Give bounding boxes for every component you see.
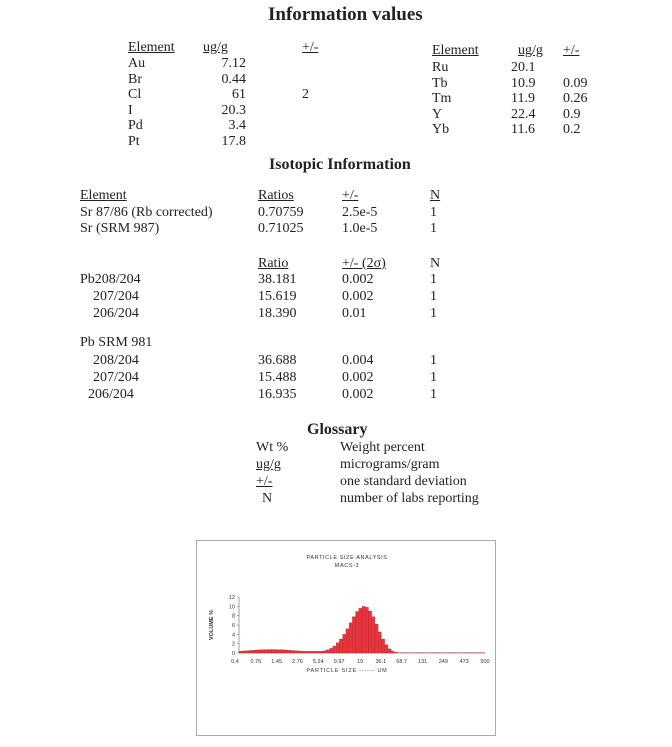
info-right-element: Tb — [432, 76, 448, 91]
info-right-element: Yb — [432, 122, 450, 137]
chart-bar — [297, 651, 300, 653]
chart-bar — [265, 650, 268, 653]
info-right-value: 11.6 — [511, 122, 535, 137]
info-left-value: 17.8 — [221, 134, 246, 149]
chart-bar — [343, 634, 346, 653]
glossary-term: N — [262, 491, 273, 506]
chart-bar — [368, 611, 371, 653]
info-left-value: 7.12 — [221, 56, 246, 71]
chart-bar — [372, 617, 375, 653]
pb-row-ratio: 18.390 — [258, 306, 297, 321]
pb-row-label: 206/204 — [93, 306, 139, 321]
chart-title: PARTICLE SIZE ANALYSIS — [306, 555, 388, 561]
chart-bar — [394, 652, 397, 653]
chart-bar — [326, 650, 329, 653]
info-left-header-element: Element — [128, 40, 175, 55]
chart-x-tick-label: 131 — [417, 659, 428, 665]
glossary-definition: one standard deviation — [340, 474, 467, 489]
info-right-pm: 0.9 — [563, 107, 581, 122]
pb-row-ratio: 38.181 — [258, 272, 297, 287]
glossary-definition: micrograms/gram — [340, 457, 440, 472]
sr-row-n: 1 — [430, 205, 437, 220]
pb-header-pm: +/- (2σ) — [342, 256, 386, 271]
pb-row-label: Pb208/204 — [80, 272, 141, 287]
chart-x-tick-label: 473 — [459, 659, 469, 665]
pb-row-n: 1 — [430, 306, 437, 321]
info-right-value: 11.9 — [511, 91, 535, 106]
chart-bar — [278, 650, 281, 653]
info-left-element: Au — [128, 56, 146, 71]
info-left-header-pm: +/- — [302, 40, 319, 55]
info-left-value: 0.44 — [221, 72, 246, 87]
chart-y-tick-label: 0 — [231, 651, 235, 657]
info-left-element: Br — [128, 72, 142, 87]
sr-row-pm: 2.5e-5 — [342, 205, 378, 220]
pbsrm-row-label: 206/204 — [88, 387, 134, 402]
chart-bar — [294, 651, 297, 653]
pb-row-pm: 0.002 — [342, 272, 374, 287]
pb-row-ratio: 15.619 — [258, 289, 297, 304]
info-right-value: 20.1 — [511, 60, 536, 75]
info-right-pm: 0.26 — [563, 91, 588, 106]
sr-header-element: Element — [80, 188, 127, 203]
pb-row-label: 207/204 — [93, 289, 139, 304]
chart-y-tick-label: 4 — [231, 632, 235, 639]
chart-x-tick-label: 249 — [438, 659, 448, 665]
info-right-element: Tm — [432, 91, 452, 106]
chart-x-tick-label: 0.76 — [250, 659, 262, 665]
chart-bar — [252, 650, 255, 653]
chart-bar — [249, 650, 252, 653]
chart-bar — [388, 649, 391, 653]
chart-y-tick-label: 8 — [231, 613, 235, 620]
chart-bar — [317, 651, 320, 653]
chart-bar — [313, 651, 316, 653]
chart-subtitle: MACS-3 — [334, 563, 360, 569]
chart-bar — [365, 607, 368, 653]
glossary-term: +/- — [256, 474, 273, 489]
chart-bar — [336, 643, 339, 653]
chart-bar — [333, 646, 336, 653]
chart-bar — [255, 650, 258, 653]
chart-bar — [349, 623, 352, 653]
info-left-pm: 2 — [302, 87, 309, 102]
chart-bar — [330, 648, 333, 653]
info-left-value: 61 — [232, 87, 246, 102]
chart-y-tick-label: 10 — [228, 604, 235, 611]
pbsrm-row-n: 1 — [430, 353, 437, 368]
chart-bar — [284, 650, 287, 653]
sr-row-pm: 1.0e-5 — [342, 221, 378, 236]
chart-bar — [352, 617, 355, 653]
info-left-element: I — [128, 103, 133, 118]
pbsrm-row-label: 207/204 — [93, 370, 139, 385]
info-right-pm: 0.09 — [563, 76, 588, 91]
info-right-value: 22.4 — [511, 107, 536, 122]
chart-x-tick-label: 36.1 — [375, 659, 387, 665]
pbsrm-row-pm: 0.002 — [342, 387, 374, 402]
chart-bar — [239, 651, 242, 653]
glossary-title: Glossary — [307, 421, 368, 438]
chart-bar — [362, 606, 365, 653]
info-left-value: 20.3 — [221, 103, 246, 118]
info-left-value: 3.4 — [228, 118, 246, 133]
chart-bar — [242, 651, 245, 653]
sr-header-pm: +/- — [342, 188, 359, 203]
chart-bar — [291, 650, 294, 653]
info-right-header-unit: ug/g — [518, 43, 543, 58]
chart-x-tick-label: 19 — [356, 659, 364, 665]
glossary-definition: Weight percent — [340, 440, 425, 455]
sr-header-n: N — [430, 188, 441, 203]
chart-x-tick-label: 1.45 — [271, 659, 283, 665]
chart-bar — [281, 650, 284, 653]
chart-y-tick-label: 2 — [231, 641, 235, 648]
glossary-term: ug/g — [256, 457, 281, 472]
pbsrm-label: Pb SRM 981 — [80, 335, 153, 350]
pbsrm-row-n: 1 — [430, 387, 437, 402]
pbsrm-row-ratio: 15.488 — [258, 370, 297, 385]
chart-x-tick-label: 2.76 — [292, 659, 303, 665]
pbsrm-row-label: 208/204 — [93, 353, 139, 368]
chart-bar — [275, 650, 278, 653]
sr-row-label: Sr 87/86 (Rb corrected) — [80, 205, 213, 220]
glossary-term: Wt % — [256, 440, 289, 455]
chart-bar — [339, 639, 342, 653]
chart-bar — [288, 650, 291, 653]
chart-bar — [262, 650, 265, 653]
chart-bar — [359, 608, 362, 653]
info-left-header-unit: ug/g — [203, 40, 228, 55]
chart-bar — [378, 632, 381, 653]
chart-bar — [346, 629, 349, 653]
pbsrm-row-pm: 0.004 — [342, 353, 374, 368]
info-right-header-pm: +/- — [563, 43, 580, 58]
sr-header-ratios: Ratios — [258, 188, 294, 203]
chart-bar — [258, 650, 261, 653]
chart-bar — [323, 651, 326, 653]
chart-bar — [310, 651, 313, 653]
chart-x-tick-label: 5.24 — [312, 659, 324, 665]
chart-bar — [307, 651, 310, 653]
chart-x-label: PARTICLE SIZE ------ UM — [306, 668, 388, 674]
pb-row-pm: 0.002 — [342, 289, 374, 304]
info-right-pm: 0.2 — [563, 122, 581, 137]
chart-bar — [304, 651, 307, 653]
glossary-definition: number of labs reporting — [340, 491, 479, 506]
pbsrm-row-ratio: 16.935 — [258, 387, 297, 402]
pb-header-ratio: Ratio — [258, 256, 289, 271]
chart-bar — [268, 650, 271, 654]
page-title: Information values — [268, 4, 423, 25]
info-right-element: Ru — [432, 60, 449, 75]
particle-size-chart-svg — [197, 541, 495, 735]
chart-x-tick-label: 9.97 — [333, 659, 345, 665]
chart-y-label: VOLUME % — [209, 610, 215, 640]
chart-x-tick-label: 0.4 — [231, 659, 239, 665]
info-right-value: 10.9 — [511, 76, 536, 91]
pb-row-pm: 0.01 — [342, 306, 367, 321]
sr-row-ratio: 0.71025 — [258, 221, 304, 236]
chart-bar — [381, 639, 384, 653]
info-left-element: Pt — [128, 134, 140, 149]
pb-header-n: N — [430, 256, 441, 271]
chart-bar — [320, 651, 323, 653]
sr-row-label: Sr (SRM 987) — [80, 221, 160, 236]
pb-row-n: 1 — [430, 289, 437, 304]
pbsrm-row-ratio: 36.688 — [258, 353, 297, 368]
chart-bar — [271, 650, 274, 654]
chart-bar — [385, 645, 388, 653]
pbsrm-row-pm: 0.002 — [342, 370, 374, 385]
chart-bar — [301, 651, 304, 653]
chart-bar — [356, 611, 359, 653]
sr-row-ratio: 0.70759 — [258, 205, 304, 220]
chart-x-tick-label: 900 — [480, 659, 490, 665]
particle-size-chart — [196, 540, 496, 736]
isotopic-title: Isotopic Information — [269, 156, 411, 173]
info-right-element: Y — [432, 107, 443, 122]
pbsrm-row-n: 1 — [430, 370, 437, 385]
chart-x-tick-label: 68.7 — [396, 659, 408, 665]
chart-bar — [391, 651, 394, 653]
chart-bar — [245, 651, 248, 653]
chart-y-tick-label: 12 — [228, 595, 235, 601]
sr-row-n: 1 — [430, 221, 437, 236]
info-left-element: Pd — [128, 118, 143, 133]
pb-row-n: 1 — [430, 272, 437, 287]
info-left-element: Cl — [128, 87, 142, 102]
chart-y-tick-label: 6 — [231, 623, 235, 629]
info-right-header-element: Element — [432, 43, 479, 58]
chart-bar — [375, 624, 378, 653]
